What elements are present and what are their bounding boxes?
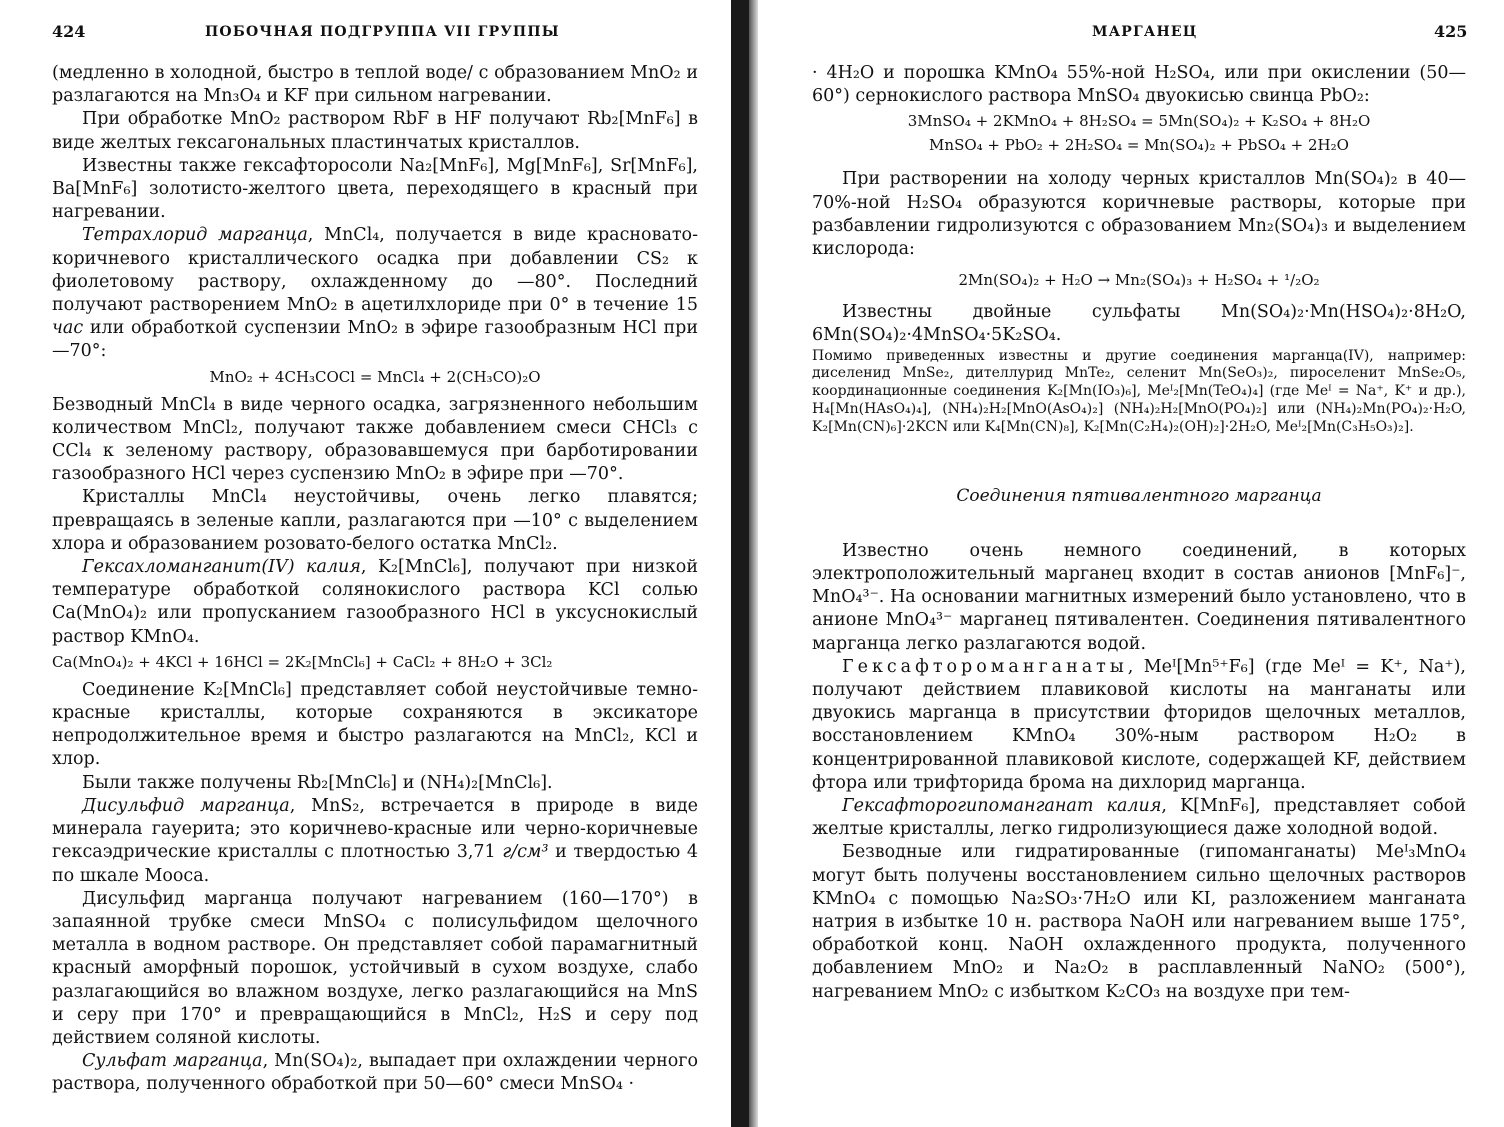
term: Гексафтороманганаты bbox=[842, 656, 1128, 677]
paragraph: Гексафтороманганаты, Meᴵ[Mn⁵⁺F₆] (где Meᴵ = K⁺, Na⁺), получают действием плавиковой кислоты на манганаты или двуокись марганца в присутствии фторидов щелочных металлов, восстановлением KMnO₄ 30%-ным раствором H₂O₂ в концентрированной плавиковой кислоте, содержащей KF, действием фтора или трифторида брома на дихлорид марганца. bbox=[812, 656, 1466, 793]
equation: 3MnSO₄ + 2KMnO₄ + 8H₂SO₄ = 5Mn(SO₄)₂ + K₂SO₄ + 8H₂O bbox=[907, 112, 1371, 131]
paragraph: Безводные или гидратированные (гипоманганаты) Meᴵ₃MnO₄ могут быть получены восстановлением сильно щелочных растворов KMnO₄ с помощью Na₂SO₃·7H₂O или KI, разложением манганата натрия в избытке 10 н. раствора NaOH или нагреванием выше 175°, обработкой конц. NaOH охлажденного продукта, полученного добавлением MnO₂ и Na₂O₂ в расплавленный NaNO₂ (500°), нагреванием MnO₂ с избытком K₂CO₃ на воздухе при тем- bbox=[812, 842, 1466, 1002]
small-print-note: Помимо приведенных известны и другие соединения марганца(IV), например: диселенид MnSe₂, дителлурид MnTe₂, селенит Mn(SeO₃)₂, пироселенит MnSe₂O₅, координационные соединения K₂[Mn(IO₃)₆], Meᴵ₂[Mn(TeO₄)₄] (где Meᴵ = Na⁺, K⁺ и др.), H₄[Mn(HAsO₄)₄], (NH₄)₂H₂[MnO(AsO₄)₂] (NH₄)₂H₂[MnO(PO₄)₂] или (NH₄)₂Mn(PO₄)₂·H₂O, K₂[Mn(CN)₆]·2KCN или K₄[Mn(CN)₈], K₂[Mn(C₂H₄)₂(OH)₂]·2H₂O, Meᴵ₂[Mn(C₃H₅O₃)₂]. bbox=[812, 347, 1466, 435]
paragraph: Гексафторогипоманганат калия, K[MnF₆], представляет собой желтые кристаллы, легко гидролизующиеся даже холодной водой. bbox=[812, 796, 1466, 840]
paragraph: Тетрахлорид марганца, MnCl₄, получается в виде красновато-коричневого кристаллического осадка при добавлении CS₂ к фиолетовому раствору, охлажденному до —80°. Последний получают растворением MnO₂ в ацетилхлориде при 0° в течение 15 час или обработкой суспензии MnO₂ в эфире газообразным HCl при —70°: bbox=[52, 225, 699, 362]
running-header-right: МАРГАНЕЦ bbox=[1092, 24, 1198, 40]
left-body bbox=[52, 62, 698, 1097]
paragraph: Кристаллы MnCl₄ неустойчивы, очень легко плавятся; превращаясь в зеленые капли, разлагаются при —10° с выделением хлора и образованием розовато-белого остатка MnCl₂. bbox=[52, 487, 698, 554]
page-number-left: 424 bbox=[52, 22, 86, 41]
equation: MnSO₄ + PbO₂ + 2H₂SO₄ = Mn(SO₄)₂ + PbSO₄ + 2H₂O bbox=[929, 136, 1349, 155]
term: Тетрахлорид марганца bbox=[82, 225, 308, 246]
paragraph: Были также получены Rb₂[MnCl₆] и (NH₄)₂[MnCl₆]. bbox=[82, 772, 553, 793]
right-page bbox=[762, 0, 1504, 1127]
term: Гексахломанганит(IV) калия bbox=[82, 557, 361, 578]
book-gutter-shadow bbox=[749, 0, 758, 1127]
equation: 2Mn(SO₄)₂ + H₂O → Mn₂(SO₄)₃ + H₂SO₄ + ¹/₂O₂ bbox=[958, 271, 1320, 290]
paragraph: Гексахломанганит(IV) калия, K₂[MnCl₆], получают при низкой температуре обработкой солянокислого раствора KCl солью Ca(MnO₄)₂ или пропусканием газообразного HCl в уксуснокислый раствор KMnO₄. bbox=[52, 557, 699, 647]
equation: MnO₂ + 4CH₃COCl = MnCl₄ + 2(CH₃CO)₂O bbox=[209, 367, 541, 386]
paragraph: · 4H₂O и порошка KMnO₄ 55%-ной H₂SO₄, или при окислении (50—60°) сернокислого раствора MnSO₄ двуокисью свинца PbO₂: bbox=[812, 63, 1466, 107]
paragraph: Соединение K₂[MnCl₆] представляет собой неустойчивые темно-красные кристаллы, которые сохраняются в эксикаторе непродолжительное время и быстро разлагаются на MnCl₂, KCl и хлор. bbox=[52, 679, 698, 770]
right-body bbox=[812, 62, 1466, 1004]
section-heading: Соединения пятивалентного марганца bbox=[956, 485, 1322, 506]
term: Дисульфид марганца bbox=[82, 795, 290, 816]
page-number-right: 425 bbox=[1434, 22, 1468, 41]
term: Гексафторогипоманганат калия bbox=[842, 796, 1162, 817]
book-gutter bbox=[731, 0, 749, 1127]
paragraph: При растворении на холоду черных кристаллов Mn(SO₄)₂ в 40—70%-ной H₂SO₄ образуются коричневые растворы, которые при разбавлении гидролизуются с образованием Mn₂(SO₄)₃ и выделением кислорода: bbox=[812, 169, 1466, 260]
running-header-left: ПОБОЧНАЯ ПОДГРУППА VII ГРУППЫ bbox=[205, 24, 560, 40]
paragraph: Известны также гексафторосоли Na₂[MnF₆], Mg[MnF₆], Sr[MnF₆], Ba[MnF₆] золотисто-желтого цвета, переходящего в красный при нагревании. bbox=[52, 155, 698, 223]
left-page bbox=[0, 0, 738, 1127]
paragraph: Известны двойные сульфаты Mn(SO₄)₂·Mn(HSO₄)₂·8H₂O, 6Mn(SO₄)₂·4MnSO₄·5K₂SO₄. bbox=[812, 302, 1466, 346]
paragraph: Безводный MnCl₄ в виде черного осадка, загрязненного небольшим количеством MnCl₂, получают также добавлением смеси CHCl₃ с CCl₄ к зеленому раствору, образовавшемуся при барботировании газообразного HCl через суспензию MnO₂ в эфире при —70°. bbox=[52, 394, 698, 485]
paragraph: Сульфат марганца, Mn(SO₄)₂, выпадает при охлаждении черного раствора, полученного обработкой при 50—60° смеси MnSO₄ · bbox=[52, 1051, 699, 1095]
paragraph: При обработке MnO₂ раствором RbF в HF получают Rb₂[MnF₆] в виде желтых гексагональных пластинчатых кристаллов. bbox=[52, 109, 698, 153]
paragraph: Дисульфид марганца получают нагреванием (160—170°) в запаянной трубке смеси MnSO₄ с полисульфидом щелочного металла в водном растворе. Он представляет собой парамагнитный красный аморфный порошок, устойчивый в сухом воздухе, слабо разлагающийся во влажном воздухе, легко разлагающийся на MnS и серу при 170° и превращающийся в MnCl₂, H₂S и серу под действием соляной кислоты. bbox=[52, 888, 698, 1048]
term: Сульфат марганца bbox=[82, 1051, 263, 1072]
paragraph: Известно очень немного соединений, в которых электроположительный марганец входит в состав анионов [MnF₆]⁻, MnO₄³⁻. На основании магнитных измерений было установлено, что в анионе MnO₄³⁻ марганец пятивалентен. Соединения пятивалентного марганца легко разлагаются водой. bbox=[812, 540, 1466, 654]
paragraph: Дисульфид марганца, MnS₂, встречается в природе в виде минерала гауерита; это коричнево-красные или черно-коричневые гексаэдрические кристаллы с плотностью 3,71 г/см³ и твердостью 4 по шкале Мооса. bbox=[52, 795, 698, 886]
equation: Ca(MnO₄)₂ + 4KCl + 16HCl = 2K₂[MnCl₆] + CaCl₂ + 8H₂O + 3Cl₂ bbox=[52, 652, 553, 671]
paragraph: (медленно в холодной, быстро в теплой воде/ с образованием MnO₂ и разлагаются на Mn₃O₄ и KF при сильном нагревании. bbox=[52, 63, 698, 107]
